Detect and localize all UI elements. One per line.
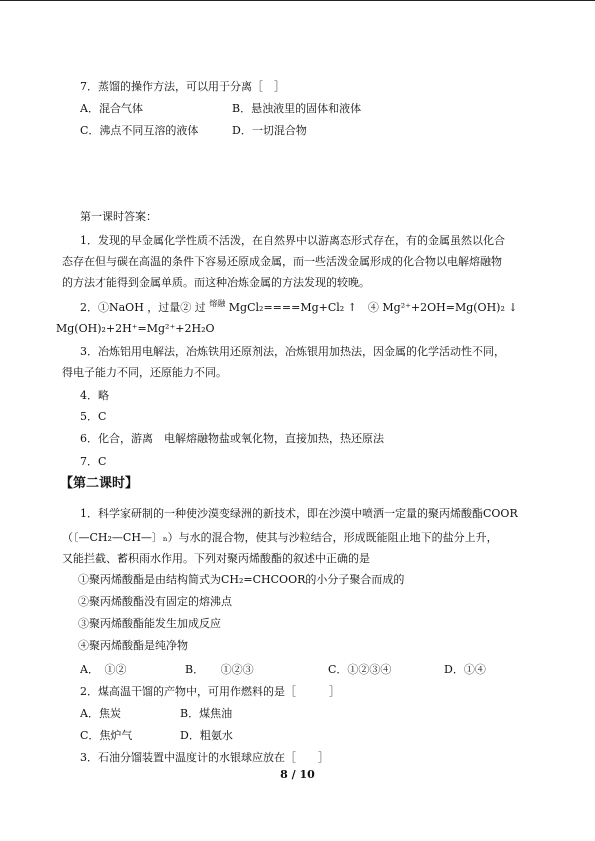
answer-3-line-2: 得电子能力不同，还原能力不同。 xyxy=(62,366,227,379)
answer-2-line-2: Mg(OH)₂+2H⁺=Mg²⁺+2H₂O xyxy=(56,322,215,335)
answer-1-line-1: 1．发现的早金属化学性质不活泼，在自然界中以游离态形式存在，有的金属虽然以化合 xyxy=(80,234,505,247)
question-7-stem: 7．蒸馏的操作方法，可以用于分离［ ］ xyxy=(80,80,285,93)
s2-question-1-statement-1: ①聚丙烯酸酯是由结构简式为CH₂=CHCOOR的小分子聚合而成的 xyxy=(78,573,405,586)
answer-2-condition: 熔融 xyxy=(209,299,226,308)
s2-question-1-line-3: 又能拦截、蓄积雨水作用。下列对聚丙烯酸酯的叙述中正确的是 xyxy=(62,552,370,565)
answer-2-part-2: MgCl₂====Mg+Cl₂ ↑ ④ Mg²⁺+2OH=Mg(OH)₂ ↓ xyxy=(228,301,518,314)
answer-3-line-1: 3．冶炼铝用电解法，冶炼铁用还原剂法，冶炼银用加热法，因金属的化学活动性不同， xyxy=(80,345,505,358)
question-7-option-c: C．沸点不同互溶的液体 xyxy=(80,124,199,137)
s2-question-2-stem: 2．煤高温干馏的产物中，可用作燃料的是［ ］ xyxy=(80,685,340,698)
s2-question-2-option-d: D．粗氨水 xyxy=(180,729,233,742)
s2-question-3-stem: 3．石油分馏装置中温度计的水银球应放在［ ］ xyxy=(80,751,329,764)
s2-question-2-option-b: B．煤焦油 xyxy=(180,707,233,720)
s2-question-2-option-c: C．焦炉气 xyxy=(80,729,133,742)
page-number: 8 / 10 xyxy=(280,768,315,781)
s2-question-1-line-1: 1．科学家研制的一种使沙漠变绿洲的新技术，即在沙漠中喷洒一定量的聚丙烯酸酯COOR xyxy=(80,507,518,520)
section-2-title: 【第二课时】 xyxy=(60,476,139,491)
s2-question-1-option-d: D．①④ xyxy=(444,663,486,676)
s2-question-1-option-a: A． ①② xyxy=(80,663,127,676)
answer-2-part-1: 2．①NaOH ，过量② 过 xyxy=(80,301,206,314)
s2-question-1-option-c: C．①②③④ xyxy=(328,663,392,676)
s2-question-2-option-a: A．焦炭 xyxy=(80,707,121,720)
question-7-option-d: D．一切混合物 xyxy=(232,124,307,137)
question-7-option-a: A．混合气体 xyxy=(80,102,143,115)
answer-4: 4．略 xyxy=(80,389,109,402)
s2-question-1-line-2: （〔—CH₂—CH—〕ₙ）与水的混合物，使其与沙粒结合，形成既能阻止地下的盐分上升， xyxy=(62,531,498,544)
answer-1-line-2: 态存在但与碳在高温的条件下容易还原成金属，而一些活泼金属形成的化合物以电解熔融物 xyxy=(62,255,502,268)
answer-7: 7．C xyxy=(80,455,107,468)
s2-question-1-statement-4: ④聚丙烯酸酯是纯净物 xyxy=(78,639,188,652)
answers-title: 第一课时答案： xyxy=(80,210,157,223)
answer-6: 6．化合，游离 电解熔融物盐或氧化物，直接加热，热还原法 xyxy=(80,432,384,445)
page-top-border xyxy=(0,0,595,1)
s2-question-1-statement-3: ③聚丙烯酸酯能发生加成反应 xyxy=(78,617,221,630)
s2-question-1-statement-2: ②聚丙烯酸酯没有固定的熔沸点 xyxy=(78,595,232,608)
answer-1-line-3: 的方法才能得到金属单质。而这种冶炼金属的方法发现的较晚。 xyxy=(62,276,370,289)
s2-question-1-option-b: B． ①②③ xyxy=(185,663,254,676)
answer-2-line-1 xyxy=(80,301,518,316)
question-7-option-b: B．悬浊液里的固体和液体 xyxy=(232,102,362,115)
answer-5: 5．C xyxy=(80,410,107,423)
